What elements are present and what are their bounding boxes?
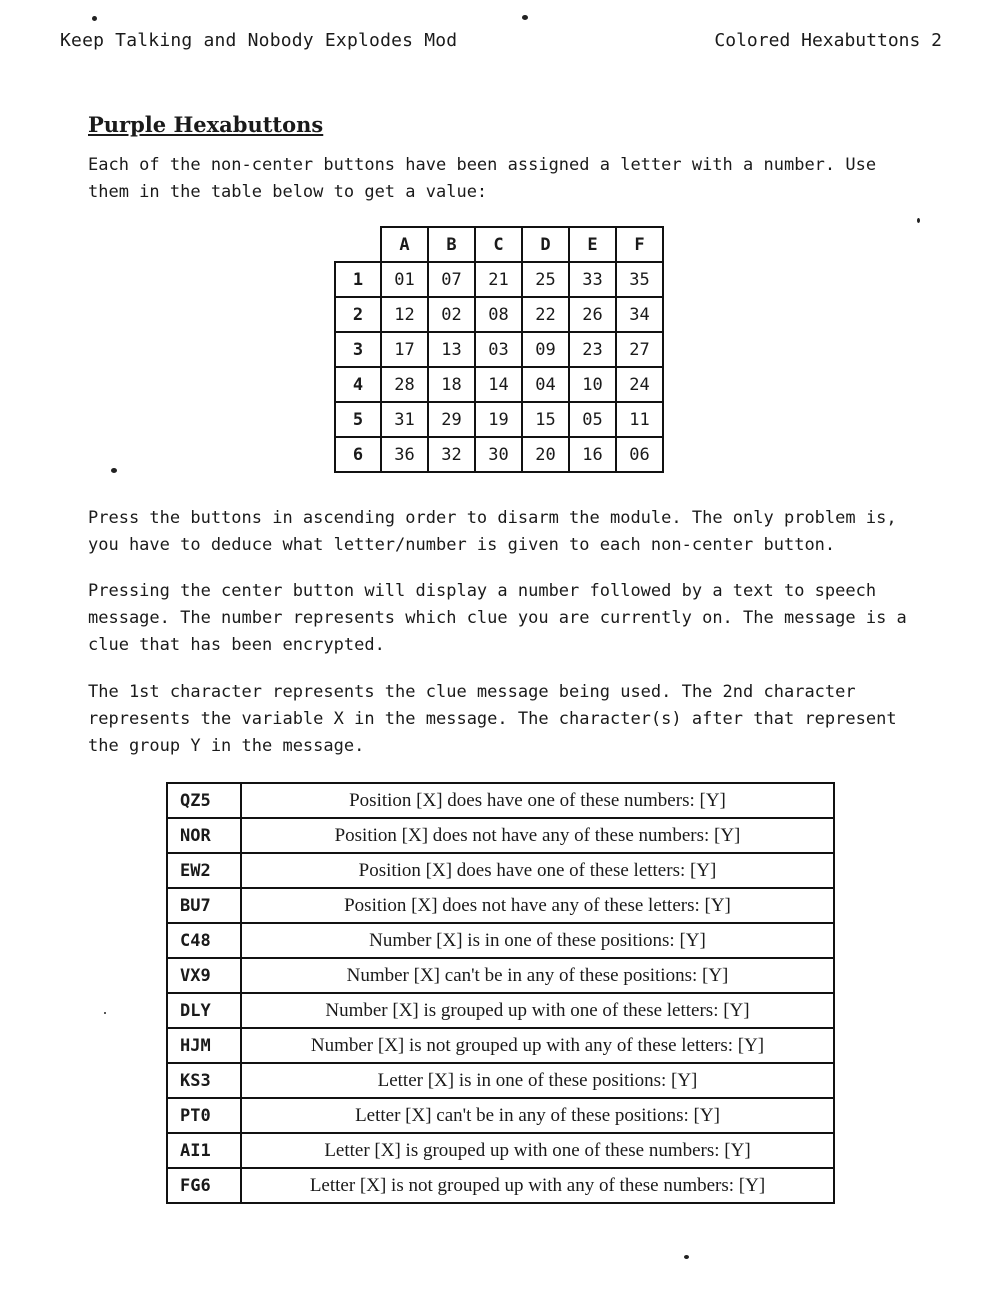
clue-text: Letter [X] is grouped up with one of these numbers: [Y] bbox=[241, 1133, 834, 1168]
clue-row bbox=[167, 958, 834, 993]
clue-code: NOR bbox=[167, 818, 241, 853]
grid-col-header: E bbox=[569, 227, 616, 262]
grid-row bbox=[335, 262, 663, 297]
speck-decoration bbox=[111, 468, 117, 473]
grid-cell: 26 bbox=[569, 297, 616, 332]
grid-cell: 07 bbox=[428, 262, 475, 297]
center-button-paragraph: Pressing the center button will display a number followed by a text to speech message. The number represents which clue you are currently on. The message is a clue that has been encrypted. bbox=[88, 581, 907, 655]
clue-text: Number [X] is in one of these positions: [Y] bbox=[241, 923, 834, 958]
grid-cell: 05 bbox=[569, 402, 616, 437]
clue-row bbox=[167, 1063, 834, 1098]
clue-code: QZ5 bbox=[167, 783, 241, 818]
clue-code: EW2 bbox=[167, 853, 241, 888]
grid-cell: 14 bbox=[475, 367, 522, 402]
grid-cell: 36 bbox=[381, 437, 428, 472]
grid-row-header: 2 bbox=[335, 297, 381, 332]
intro-paragraph: Each of the non-center buttons have been assigned a letter with a number. Use them in the table below to get a value: bbox=[88, 155, 877, 202]
cipher-paragraph: The 1st character represents the clue message being used. The 2nd character represents the variable X in the message. The character(s) after that represent the group Y in the message. bbox=[88, 682, 897, 756]
speck-decoration bbox=[522, 15, 528, 20]
grid-col-header: F bbox=[616, 227, 663, 262]
clue-code: PT0 bbox=[167, 1098, 241, 1133]
grid-cell: 09 bbox=[522, 332, 569, 367]
grid-cell: 35 bbox=[616, 262, 663, 297]
clue-code: VX9 bbox=[167, 958, 241, 993]
grid-cell: 24 bbox=[616, 367, 663, 402]
grid-cell: 27 bbox=[616, 332, 663, 367]
clue-row bbox=[167, 1028, 834, 1063]
clue-row bbox=[167, 818, 834, 853]
grid-row-header: 1 bbox=[335, 262, 381, 297]
clue-code: FG6 bbox=[167, 1168, 241, 1203]
speck-decoration bbox=[104, 1012, 106, 1014]
clue-text: Position [X] does not have any of these numbers: [Y] bbox=[241, 818, 834, 853]
clue-row bbox=[167, 783, 834, 818]
grid-header-row bbox=[335, 227, 663, 262]
clue-row bbox=[167, 1168, 834, 1203]
grid-cell: 19 bbox=[475, 402, 522, 437]
grid-cell: 04 bbox=[522, 367, 569, 402]
clue-table bbox=[166, 782, 835, 1204]
speck-decoration bbox=[917, 218, 920, 223]
grid-cell: 16 bbox=[569, 437, 616, 472]
grid-cell: 22 bbox=[522, 297, 569, 332]
grid-cell: 25 bbox=[522, 262, 569, 297]
clue-row bbox=[167, 923, 834, 958]
grid-cell: 18 bbox=[428, 367, 475, 402]
grid-cell: 03 bbox=[475, 332, 522, 367]
clue-code: AI1 bbox=[167, 1133, 241, 1168]
clue-code: DLY bbox=[167, 993, 241, 1028]
clue-row bbox=[167, 888, 834, 923]
instructions-paragraph: Press the buttons in ascending order to disarm the module. The only problem is, you have to deduce what letter/number is given to each non-center button. bbox=[88, 508, 897, 555]
clue-text: Position [X] does not have any of these letters: [Y] bbox=[241, 888, 834, 923]
grid-cell: 01 bbox=[381, 262, 428, 297]
clue-text: Number [X] is grouped up with one of these letters: [Y] bbox=[241, 993, 834, 1028]
grid-row bbox=[335, 367, 663, 402]
grid-cell: 28 bbox=[381, 367, 428, 402]
grid-col-header: B bbox=[428, 227, 475, 262]
grid-col-header: D bbox=[522, 227, 569, 262]
grid-row bbox=[335, 402, 663, 437]
clue-text: Position [X] does have one of these letters: [Y] bbox=[241, 853, 834, 888]
grid-cell: 12 bbox=[381, 297, 428, 332]
clue-code: HJM bbox=[167, 1028, 241, 1063]
grid-cell: 34 bbox=[616, 297, 663, 332]
clue-row bbox=[167, 853, 834, 888]
speck-decoration bbox=[684, 1255, 689, 1259]
clue-text: Number [X] is not grouped up with any of these letters: [Y] bbox=[241, 1028, 834, 1063]
clue-code: C48 bbox=[167, 923, 241, 958]
clue-text: Letter [X] is not grouped up with any of these numbers: [Y] bbox=[241, 1168, 834, 1203]
grid-cell: 15 bbox=[522, 402, 569, 437]
grid-cell: 08 bbox=[475, 297, 522, 332]
grid-row bbox=[335, 297, 663, 332]
grid-cell: 17 bbox=[381, 332, 428, 367]
grid-row-header: 4 bbox=[335, 367, 381, 402]
clue-code: BU7 bbox=[167, 888, 241, 923]
clue-row bbox=[167, 993, 834, 1028]
grid-cell: 30 bbox=[475, 437, 522, 472]
grid-cell: 33 bbox=[569, 262, 616, 297]
grid-corner bbox=[335, 227, 381, 262]
speck-decoration bbox=[92, 16, 97, 21]
clue-code: KS3 bbox=[167, 1063, 241, 1098]
clue-text: Number [X] can't be in any of these positions: [Y] bbox=[241, 958, 834, 993]
grid-cell: 11 bbox=[616, 402, 663, 437]
clue-row bbox=[167, 1133, 834, 1168]
grid-col-header: A bbox=[381, 227, 428, 262]
clue-row bbox=[167, 1098, 834, 1133]
header-mod-title: Keep Talking and Nobody Explodes Mod bbox=[60, 30, 458, 51]
header-module-name: Colored Hexabuttons 2 bbox=[714, 30, 942, 51]
grid-row bbox=[335, 437, 663, 472]
grid-col-header: C bbox=[475, 227, 522, 262]
section-title: Purple Hexabuttons bbox=[88, 112, 324, 137]
grid-cell: 32 bbox=[428, 437, 475, 472]
clue-text: Position [X] does have one of these numbers: [Y] bbox=[241, 783, 834, 818]
grid-cell: 10 bbox=[569, 367, 616, 402]
grid-row bbox=[335, 332, 663, 367]
grid-row-header: 5 bbox=[335, 402, 381, 437]
grid-cell: 06 bbox=[616, 437, 663, 472]
value-grid bbox=[334, 226, 664, 473]
grid-cell: 23 bbox=[569, 332, 616, 367]
clue-text: Letter [X] is in one of these positions: [Y] bbox=[241, 1063, 834, 1098]
grid-cell: 21 bbox=[475, 262, 522, 297]
grid-row-header: 3 bbox=[335, 332, 381, 367]
grid-cell: 02 bbox=[428, 297, 475, 332]
grid-row-header: 6 bbox=[335, 437, 381, 472]
grid-cell: 20 bbox=[522, 437, 569, 472]
grid-cell: 13 bbox=[428, 332, 475, 367]
clue-text: Letter [X] can't be in any of these positions: [Y] bbox=[241, 1098, 834, 1133]
grid-cell: 31 bbox=[381, 402, 428, 437]
grid-cell: 29 bbox=[428, 402, 475, 437]
